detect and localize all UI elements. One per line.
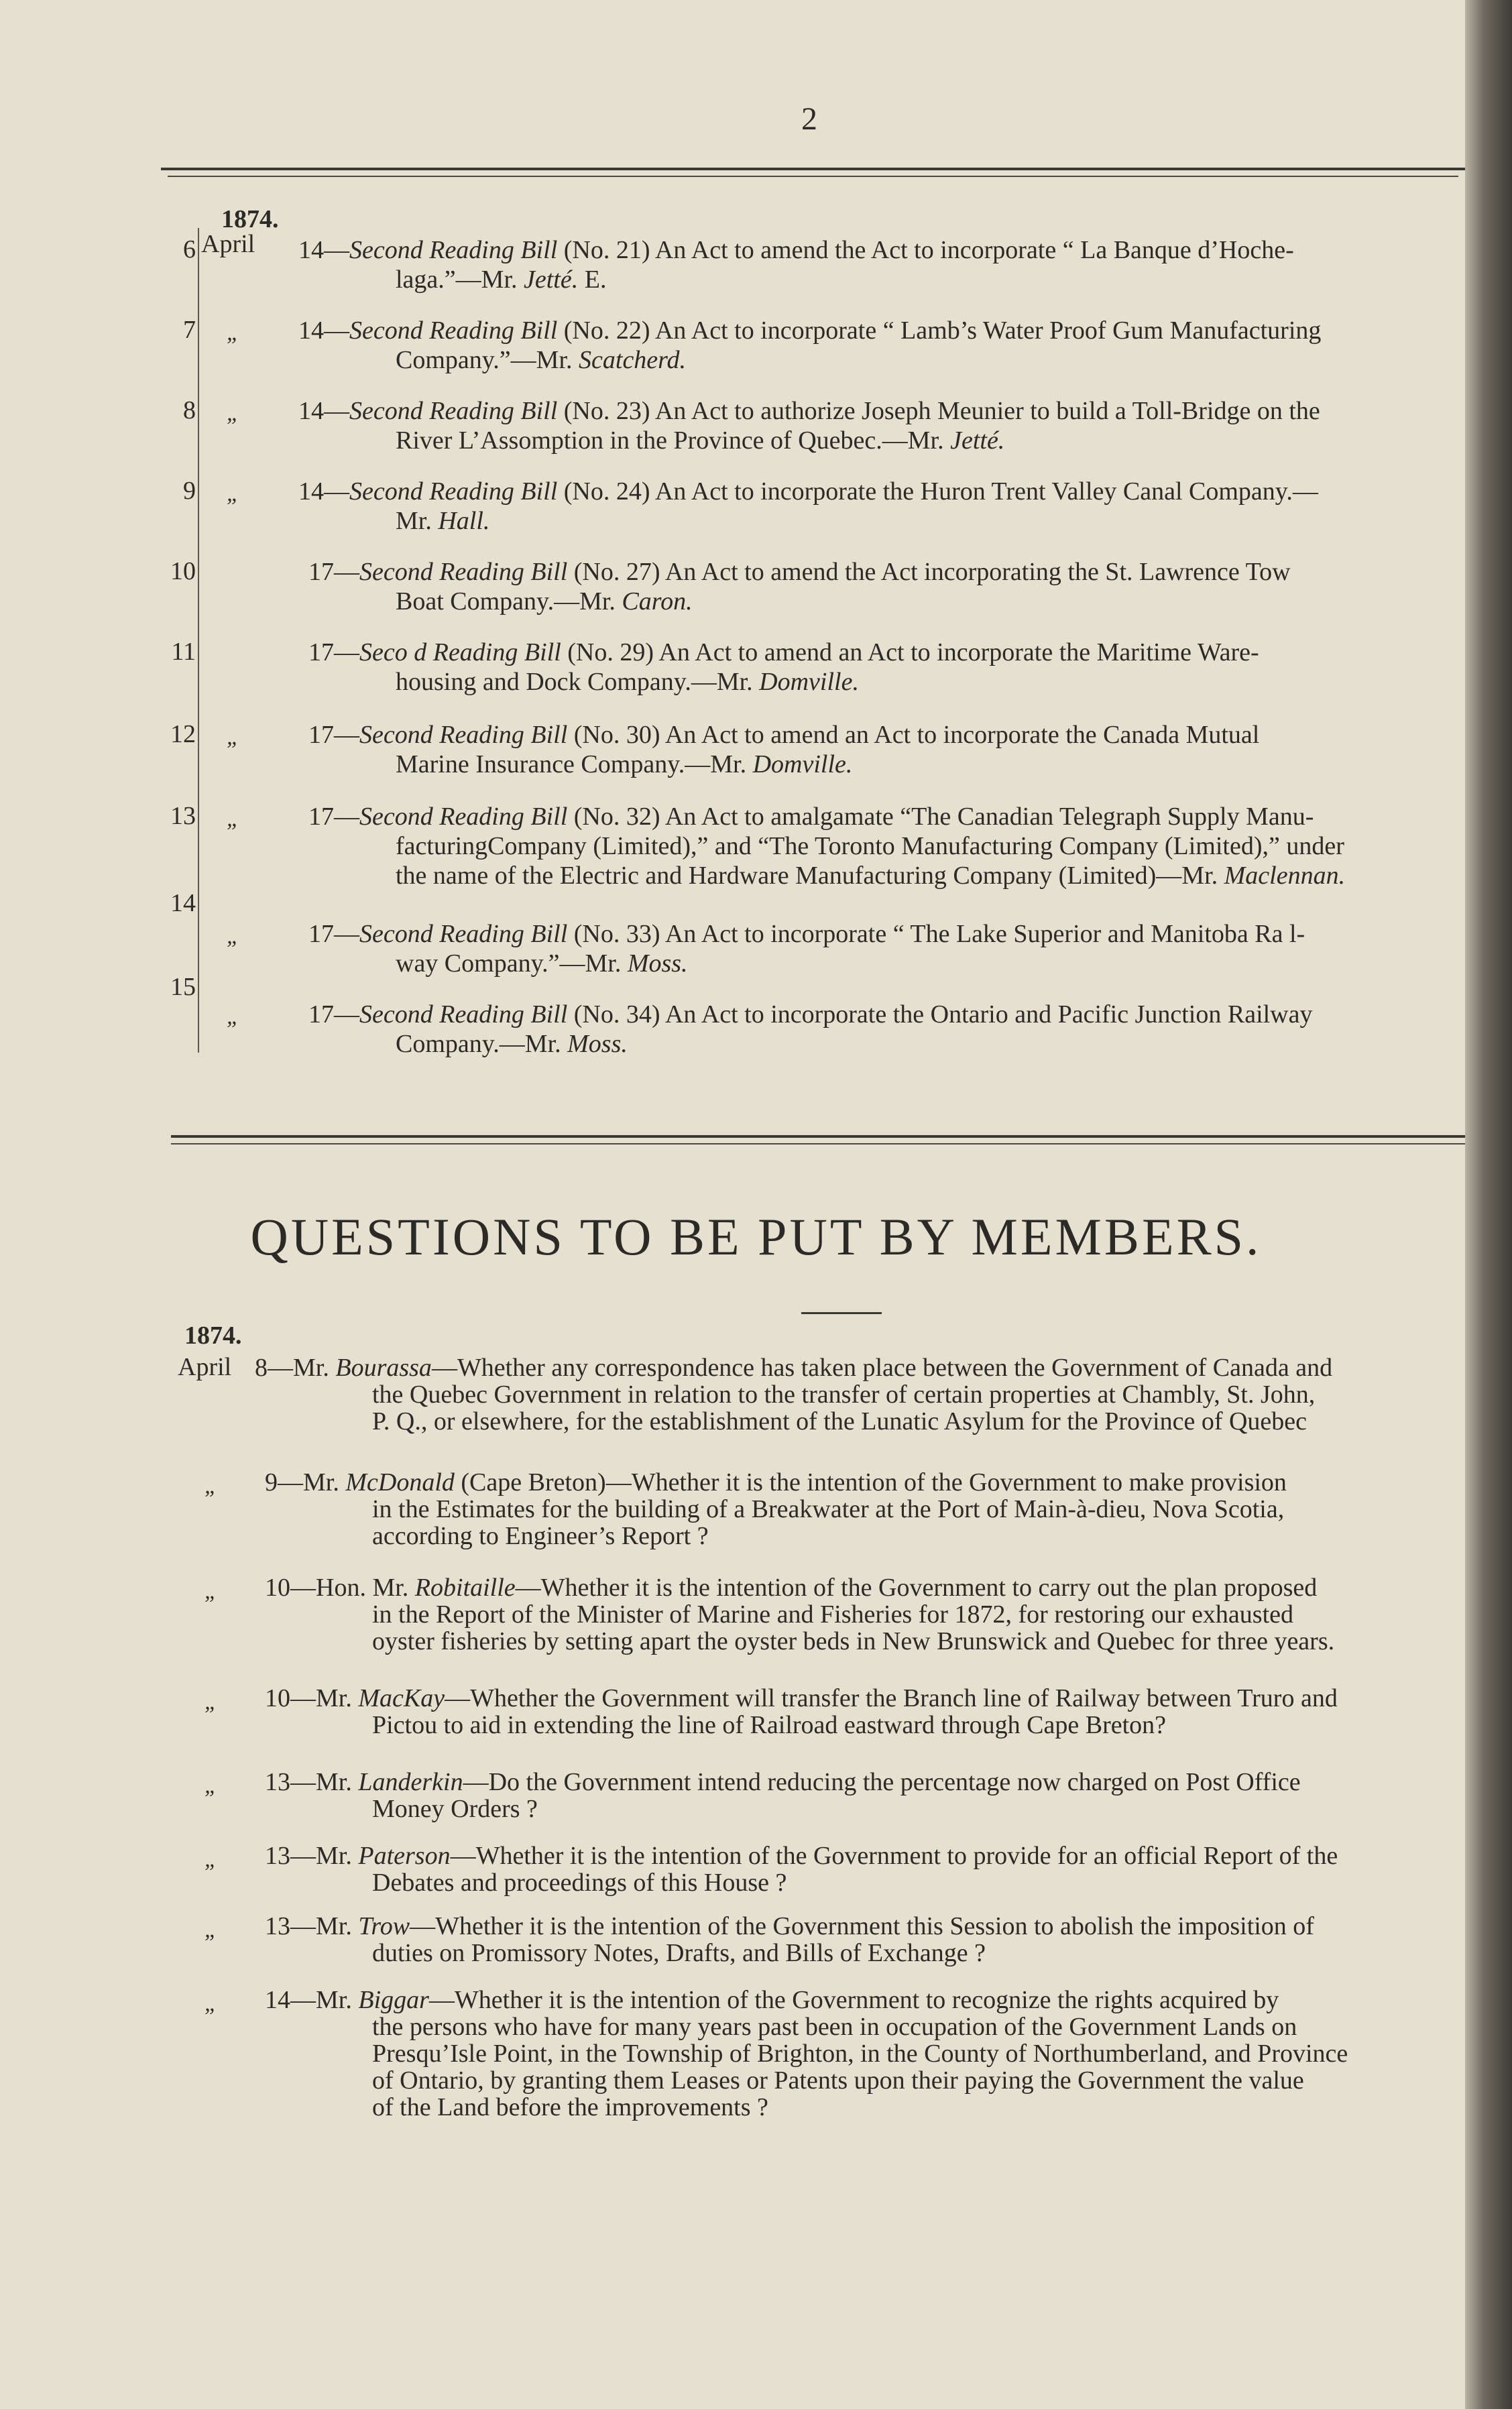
entry-line-1: 14—Second Reading Bill (No. 23) An Act to authorize Joseph Meunier to build a Toll-Bridge on the <box>298 397 1320 425</box>
member-name: Caron. <box>622 587 693 615</box>
question-line: in the Report of the Minister of Marine and Fisheries for 1872, for restoring our exhausted <box>372 1600 1294 1629</box>
entry-date: 14 <box>298 477 324 506</box>
member-title: Mr. <box>316 1912 359 1940</box>
bill-description-cont: Company.—Mr. <box>396 1030 568 1058</box>
entry-line-2 <box>396 666 859 697</box>
bill-description: (No. 30) An Act to amend an Act to incorporate the Canada Mutual <box>567 721 1260 749</box>
entry-line-2 <box>396 749 852 780</box>
entry-date: 14 <box>298 316 324 345</box>
question-date: 13 <box>265 1768 290 1796</box>
bill-description-cont: Mr. <box>396 507 439 535</box>
entry-line-1: 17—Second Reading Bill (No. 33) An Act to incorporate “ The Lake Superior and Manitoba Ra l- <box>308 920 1305 948</box>
question-line-1: 9—Mr. McDonald (Cape Breton)—Whether it is the intention of the Government to make provision <box>265 1468 1287 1496</box>
bill-description-cont: the name of the Electric and Hardware Manufacturing Company (Limited)—Mr. <box>396 862 1224 890</box>
bill-description: (No. 22) An Act to incorporate “ Lamb’s Water Proof Gum Manufacturing <box>557 316 1322 345</box>
member-title: Mr. <box>316 1684 359 1712</box>
bill-description-cont: laga.”—Mr. <box>396 266 524 294</box>
top-rule-thin <box>168 176 1458 177</box>
member-name: Landerkin <box>358 1768 463 1796</box>
entry-number: 13 <box>170 802 196 830</box>
ditto-mark: „ <box>205 1579 217 1604</box>
entry-line-2 <box>396 425 1004 456</box>
question-date: 9 <box>265 1468 278 1496</box>
entry-number: 15 <box>170 973 196 1001</box>
member-name: Maclennan. <box>1224 862 1346 890</box>
entry-line-1: 14—Second Reading Bill (No. 24) An Act to incorporate the Huron Trent Valley Canal Company.— <box>298 477 1318 506</box>
question-line: in the Estimates for the building of a Breakwater at the Port of Main-à-dieu, Nova Scotia, <box>372 1495 1285 1523</box>
member-name: Domville. <box>759 668 859 696</box>
reading-type: Second Reading Bill <box>349 316 558 345</box>
question-line-1: 13—Mr. Paterson—Whether it is the intention of the Government to provide for an official Report of the <box>265 1842 1338 1870</box>
entry-line-1: 17—Seco d Reading Bill (No. 29) An Act to amend an Act to incorporate the Maritime Ware- <box>308 638 1259 666</box>
bill-description-cont: River L’Assomption in the Province of Quebec.—Mr. <box>396 426 951 455</box>
question-date: 14 <box>265 1986 290 2014</box>
entry-number: 14 <box>170 889 196 917</box>
member-name: Jetté. <box>524 266 579 294</box>
bill-description: (No. 24) An Act to incorporate the Huron Trent Valley Canal Company.— <box>557 477 1318 506</box>
ditto-mark: „ <box>227 1004 239 1029</box>
question-date: 8 <box>255 1354 268 1382</box>
entry-line-2 <box>396 264 606 295</box>
member-title: Mr. <box>316 1842 359 1870</box>
member-title: Hon. Mr. <box>316 1574 415 1602</box>
member-name: Domville. <box>752 750 853 778</box>
question-text: —Do the Government intend reducing the percentage now charged on Post Office <box>463 1768 1301 1796</box>
member-name: Trow <box>358 1912 410 1940</box>
question-line: the Quebec Government in relation to the transfer of certain properties at Chambly, St. John, <box>372 1380 1316 1409</box>
question-line: of Ontario, by granting them Leases or Patents upon their paying the Government the value <box>372 2066 1304 2095</box>
question-line-1: 8—Mr. Bourassa—Whether any correspondence has taken place between the Government of Canada and <box>255 1354 1333 1382</box>
ditto-mark: „ <box>227 320 239 345</box>
bill-description: (No. 21) An Act to amend the Act to incorporate “ La Banque d’Hoche- <box>557 236 1294 264</box>
entry-date: 17 <box>308 721 334 749</box>
bill-description-cont: Marine Insurance Company.—Mr. <box>396 750 753 778</box>
member-name: Robitaille <box>414 1574 516 1602</box>
page-edge-shadow <box>1465 0 1512 2409</box>
question-text: —Whether it is the intention of the Government this Session to abolish the imposition of <box>410 1912 1314 1940</box>
ditto-mark: „ <box>205 1773 217 1798</box>
section1-year: 1874. <box>221 205 279 233</box>
member-name: Scatcherd. <box>579 346 687 374</box>
entry-line-2 <box>396 506 489 536</box>
member-title: Mr. <box>316 1768 359 1796</box>
entry-number: 11 <box>171 638 196 666</box>
entry-date: 14 <box>298 236 324 264</box>
reading-type: Second Reading Bill <box>349 477 558 506</box>
reading-type: Second Reading Bill <box>359 920 568 948</box>
bill-description: (No. 29) An Act to amend an Act to incorporate the Maritime Ware- <box>561 638 1259 666</box>
entry-line-1: 17—Second Reading Bill (No. 32) An Act to amalgamate “The Canadian Telegraph Supply Manu- <box>308 803 1314 831</box>
member-name: Jetté. <box>950 426 1005 455</box>
member-name: McDonald <box>345 1468 455 1496</box>
entry-number: 10 <box>170 557 196 585</box>
reading-type: Second Reading Bill <box>349 397 558 425</box>
reading-type: Second Reading Bill <box>359 721 568 749</box>
entry-date: 17 <box>308 638 334 666</box>
middle-rule <box>171 1135 1465 1138</box>
bill-description-cont: Company.”—Mr. <box>396 346 579 374</box>
entry-line-1: 17—Second Reading Bill (No. 34) An Act to incorporate the Ontario and Pacific Junction Railway <box>308 1000 1313 1029</box>
entry-line-2 <box>396 586 693 617</box>
reading-type: Seco d Reading Bill <box>359 638 561 666</box>
bill-description-cont: housing and Dock Company.—Mr. <box>396 668 760 696</box>
ditto-mark: „ <box>205 1474 217 1499</box>
ditto-mark: „ <box>227 807 239 831</box>
reading-type: Second Reading Bill <box>359 803 568 831</box>
top-rule <box>161 168 1465 170</box>
member-name: Bourassa <box>335 1354 432 1382</box>
question-line: Debates and proceedings of this House ? <box>372 1869 787 1897</box>
entry-number: 8 <box>183 396 196 424</box>
member-name: Biggar <box>358 1986 429 2014</box>
ditto-mark: „ <box>205 1847 217 1872</box>
bill-description: (No. 32) An Act to amalgamate “The Canadian Telegraph Supply Manu- <box>567 803 1314 831</box>
reading-type: Second Reading Bill <box>349 236 558 264</box>
middle-rule-thin <box>171 1143 1465 1144</box>
ditto-mark: „ <box>205 1918 217 1942</box>
ditto-mark: „ <box>227 924 239 949</box>
entry-date: 17 <box>308 558 334 586</box>
entry-date: 17 <box>308 803 334 831</box>
entry-line-2 <box>396 948 688 979</box>
question-text: —Whether it is the intention of the Government to provide for an official Report of the <box>450 1842 1338 1870</box>
entry-line-1: 17—Second Reading Bill (No. 30) An Act to amend an Act to incorporate the Canada Mutual <box>308 721 1260 749</box>
member-name: Hall. <box>438 507 490 535</box>
question-date: 13 <box>265 1842 290 1870</box>
member-title: Mr. <box>293 1354 336 1382</box>
heading-underline <box>801 1312 882 1314</box>
member-name: Paterson <box>358 1842 451 1870</box>
bill-description-cont: facturingCompany (Limited),” and “The Toronto Manufacturing Company (Limited),” under <box>396 832 1344 860</box>
ditto-mark: „ <box>227 481 239 506</box>
reading-type: Second Reading Bill <box>359 1000 568 1029</box>
bill-description: (No. 23) An Act to authorize Joseph Meunier to build a Toll-Bridge on the <box>557 397 1320 425</box>
entry-date: 17 <box>308 920 334 948</box>
bill-description: (No. 34) An Act to incorporate the Ontario and Pacific Junction Railway <box>567 1000 1313 1029</box>
question-line-1: 14—Mr. Biggar—Whether it is the intention of the Government to recognize the rights acquired by <box>265 1986 1279 2014</box>
date-column-divider <box>198 228 199 1053</box>
entry-line-1: 17—Second Reading Bill (No. 27) An Act to amend the Act incorporating the St. Lawrence Tow <box>308 558 1291 586</box>
member-title: Mr. <box>303 1468 346 1496</box>
question-date: 10 <box>265 1574 290 1602</box>
member-name: Moss. <box>567 1030 628 1058</box>
section2-month: April <box>178 1353 232 1381</box>
question-line: Pictou to aid in extending the line of Railroad eastward through Cape Breton? <box>372 1711 1167 1739</box>
question-date: 13 <box>265 1912 290 1940</box>
question-line: the persons who have for many years past been in occupation of the Government Lands on <box>372 2013 1297 2041</box>
section2-year: 1874. <box>184 1321 242 1350</box>
question-line-1: 10—Hon. Mr. Robitaille—Whether it is the intention of the Government to carry out the plan proposed <box>265 1574 1318 1602</box>
entry-line-1: 14—Second Reading Bill (No. 21) An Act to amend the Act to incorporate “ La Banque d’Hoche- <box>298 236 1294 264</box>
question-line: Presqu’Isle Point, in the Township of Brighton, in the County of Northumberland, and Province <box>372 2040 1348 2068</box>
ditto-mark: „ <box>227 725 239 750</box>
entry-line-3 <box>396 860 1345 891</box>
question-text: —Whether it is the intention of the Government to recognize the rights acquired by <box>428 1986 1279 2014</box>
bill-description-cont: way Company.”—Mr. <box>396 949 628 978</box>
question-line: according to Engineer’s Report ? <box>372 1522 709 1550</box>
question-date: 10 <box>265 1684 290 1712</box>
entry-number: 12 <box>170 720 196 748</box>
entry-line-2 <box>396 345 686 375</box>
entry-number: 6 <box>183 235 196 263</box>
page-number: 2 <box>801 101 817 137</box>
section-heading: QUESTIONS TO BE PUT BY MEMBERS. <box>250 1208 1262 1266</box>
question-line: of the Land before the improvements ? <box>372 2093 768 2121</box>
question-line: duties on Promissory Notes, Drafts, and Bills of Exchange ? <box>372 1939 986 1967</box>
member-name: Moss. <box>627 949 688 978</box>
entry-number: 7 <box>183 316 196 344</box>
question-text: —Whether it is the intention of the Government to carry out the plan proposed <box>515 1574 1318 1602</box>
question-text: (Cape Breton)—Whether it is the intention of the Government to make provision <box>454 1468 1287 1496</box>
ditto-mark: „ <box>205 1991 217 2016</box>
entry-number: 9 <box>183 477 196 505</box>
question-text: —Whether the Government will transfer the Branch line of Railway between Truro and <box>445 1684 1338 1712</box>
question-line: Money Orders ? <box>372 1795 538 1823</box>
ditto-mark: „ <box>205 1690 217 1714</box>
question-line-1: 10—Mr. MacKay—Whether the Government will transfer the Branch line of Railway between Truro and <box>265 1684 1338 1712</box>
margin-note: E. <box>578 266 607 294</box>
bill-description: (No. 33) An Act to incorporate “ The Lake Superior and Manitoba Ra l- <box>567 920 1305 948</box>
bill-description-cont: Boat Company.—Mr. <box>396 587 622 615</box>
member-title: Mr. <box>316 1986 359 2014</box>
entry-date: 14 <box>298 397 324 425</box>
ditto-mark: „ <box>227 401 239 426</box>
question-text: —Whether any correspondence has taken place between the Government of Canada and <box>431 1354 1333 1382</box>
question-line-1: 13—Mr. Landerkin—Do the Government intend reducing the percentage now charged on Post Office <box>265 1768 1301 1796</box>
reading-type: Second Reading Bill <box>359 558 568 586</box>
question-line: P. Q., or elsewhere, for the establishment of the Lunatic Asylum for the Province of Quebec <box>372 1407 1307 1435</box>
entry-line-2 <box>396 1029 628 1059</box>
entry-line-1: 14—Second Reading Bill (No. 22) An Act to incorporate “ Lamb’s Water Proof Gum Manufacturing <box>298 316 1322 345</box>
bill-description: (No. 27) An Act to amend the Act incorporating the St. Lawrence Tow <box>567 558 1291 586</box>
entry-date: 17 <box>308 1000 334 1029</box>
member-name: MacKay <box>358 1684 445 1712</box>
entry-line-2 <box>396 831 1344 862</box>
question-line-1: 13—Mr. Trow—Whether it is the intention of the Government this Session to abolish the imposition of <box>265 1912 1314 1940</box>
question-line: oyster fisheries by setting apart the oyster beds in New Brunswick and Quebec for three years. <box>372 1627 1335 1655</box>
section1-month: April <box>201 230 255 258</box>
